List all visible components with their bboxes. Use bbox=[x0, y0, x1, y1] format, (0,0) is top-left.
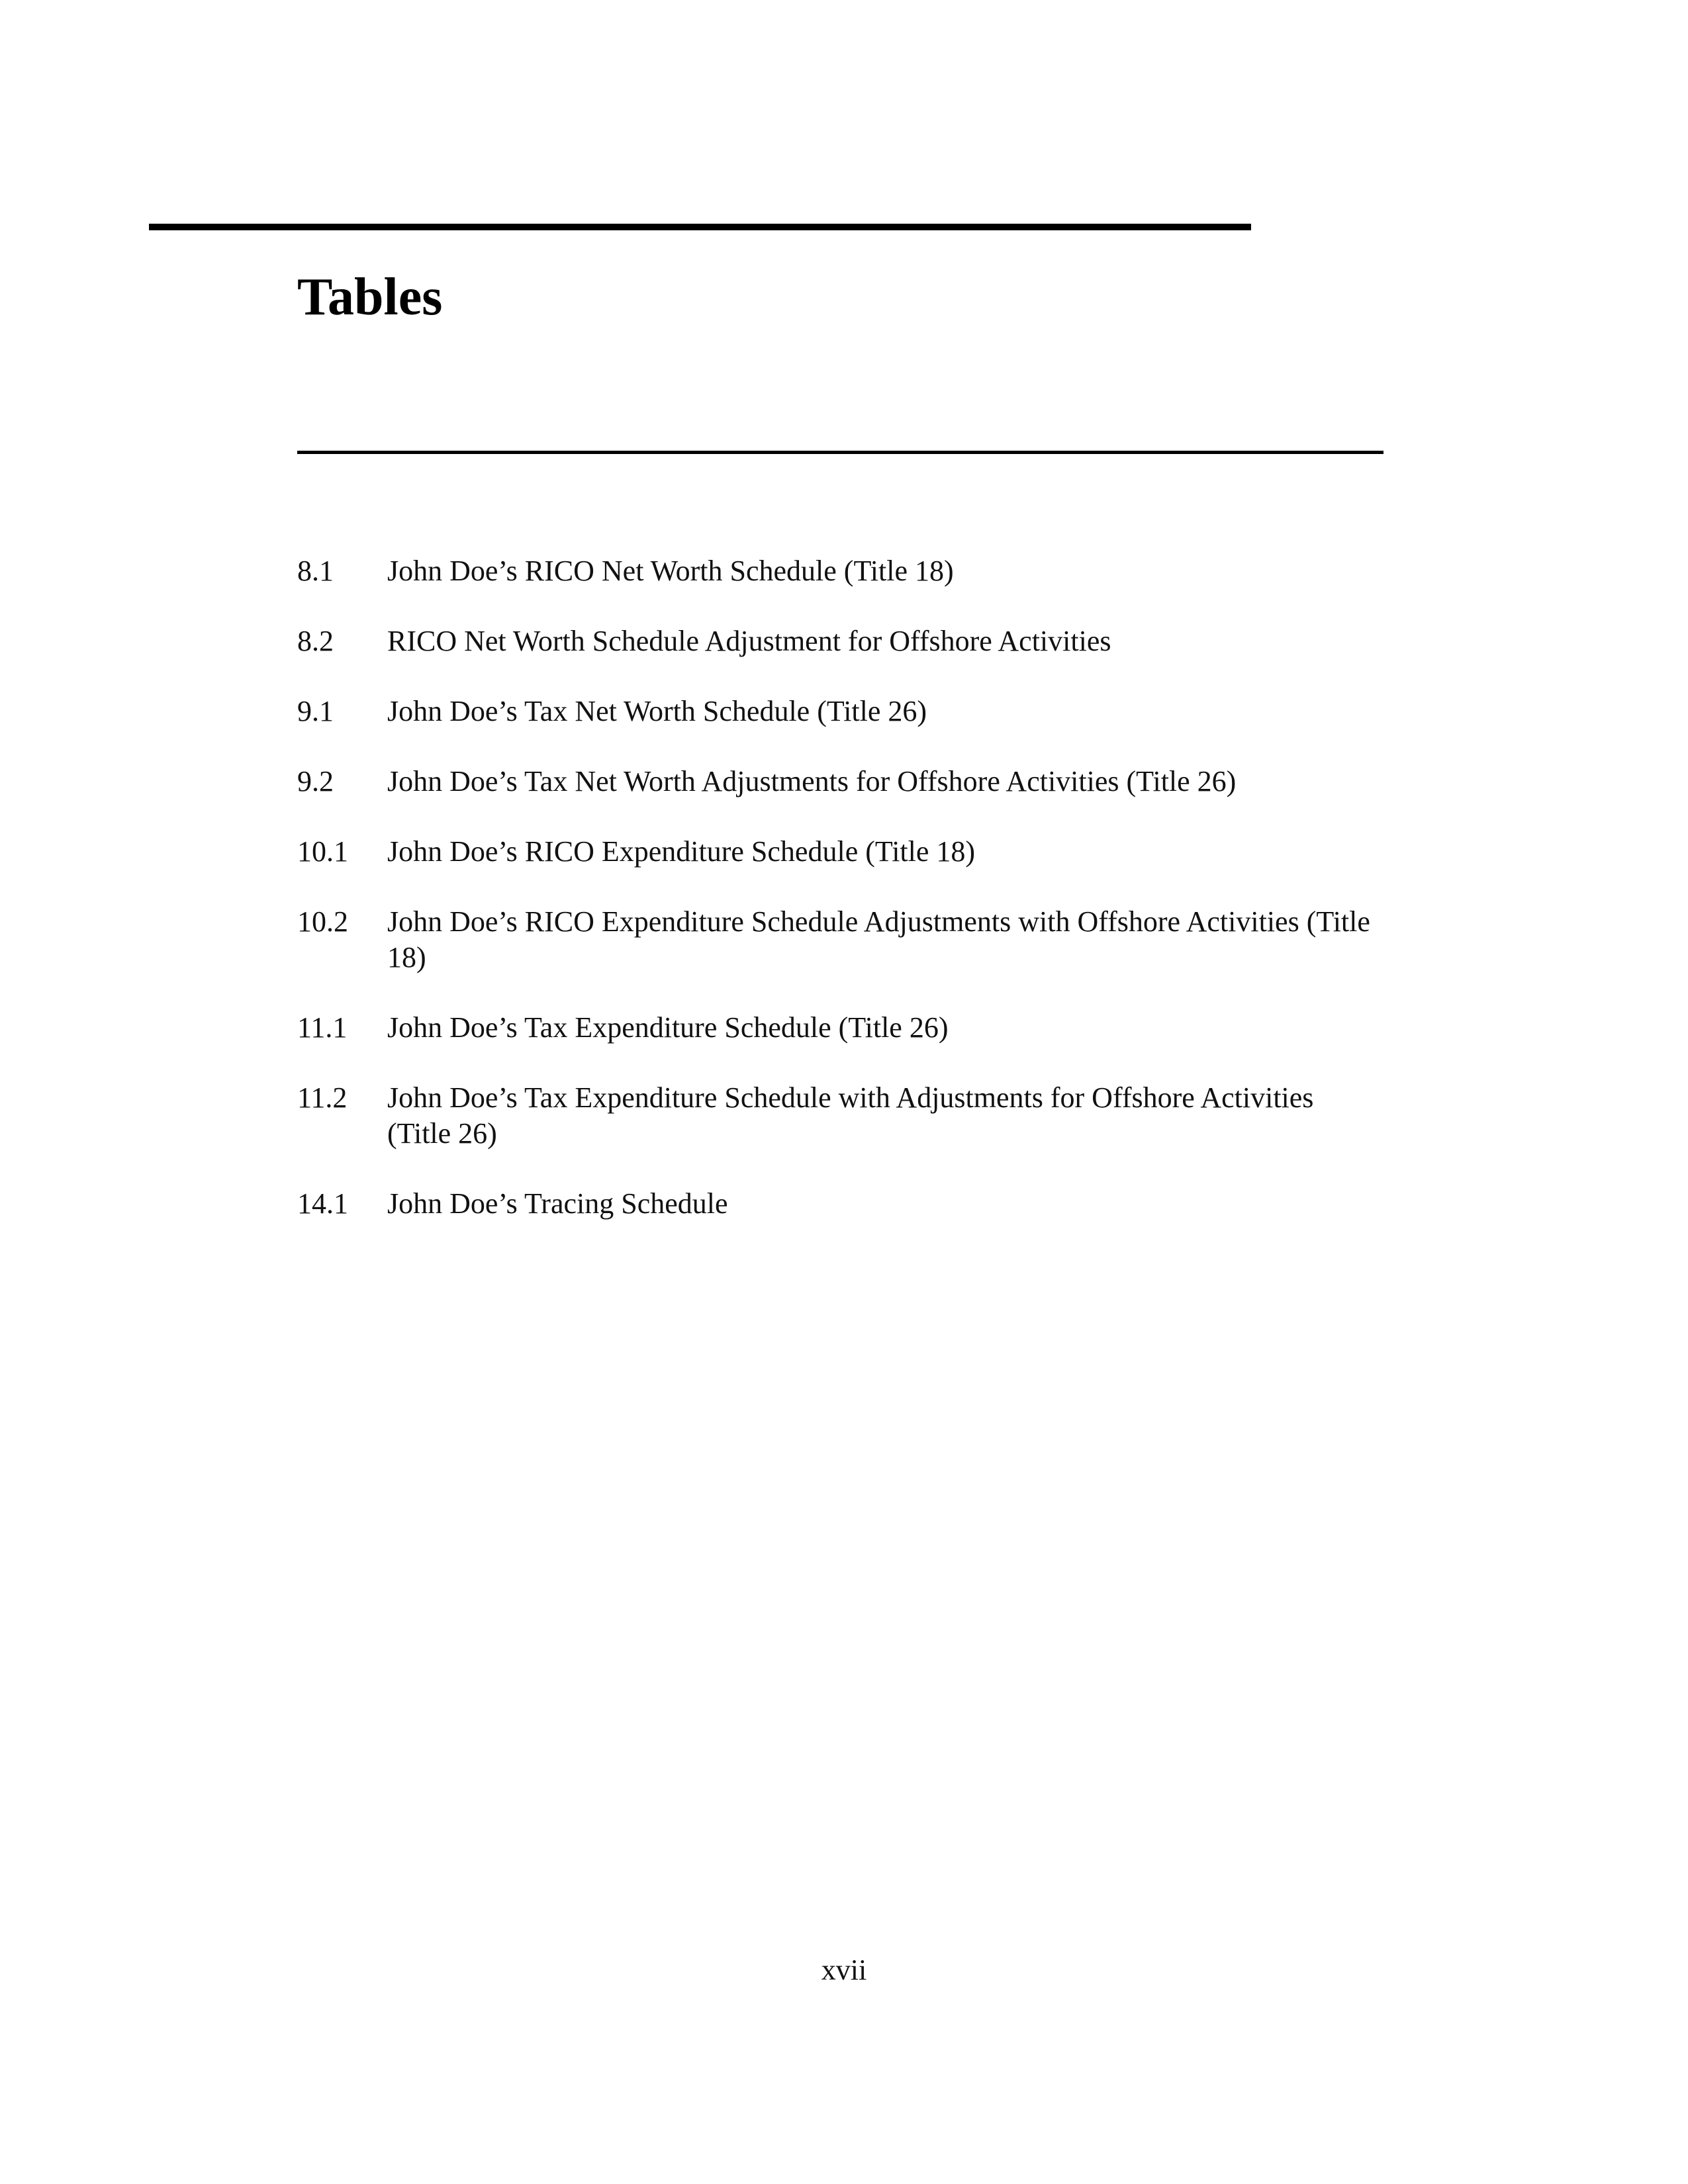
table-number: 10.2 bbox=[297, 905, 348, 938]
table-title: John Doe’s RICO Net Worth Schedule (Title 18) bbox=[387, 555, 954, 587]
table-number: 10.1 bbox=[297, 835, 348, 868]
table-title: John Doe’s RICO Expenditure Schedule (Title 18) bbox=[387, 835, 976, 868]
page-number: xvii bbox=[821, 1954, 867, 1986]
table-entry-9-2 bbox=[297, 764, 1383, 799]
table-entry-9-1 bbox=[297, 694, 1383, 729]
section-rule bbox=[297, 451, 1383, 454]
table-number: 11.2 bbox=[297, 1081, 348, 1114]
table-number: 8.1 bbox=[297, 555, 334, 587]
table-number: 11.1 bbox=[297, 1011, 348, 1044]
table-title: John Doe’s Tax Net Worth Schedule (Title 26) bbox=[387, 695, 927, 727]
table-entry-11-2 bbox=[297, 1080, 1383, 1152]
table-title: John Doe’s Tax Net Worth Adjustments for Offshore Activities (Title 26) bbox=[387, 765, 1237, 797]
page-title: Tables bbox=[297, 268, 443, 326]
table-list bbox=[297, 553, 1383, 1256]
table-title: RICO Net Worth Schedule Adjustment for Offshore Activities bbox=[387, 625, 1111, 657]
table-title: John Doe’s RICO Expenditure Schedule Adjustments with Offshore Activities (Title 18) bbox=[387, 905, 1370, 974]
table-title: John Doe’s Tax Expenditure Schedule with Adjustments for Offshore Activities (Title 26) bbox=[387, 1081, 1314, 1150]
table-number: 9.2 bbox=[297, 765, 334, 797]
table-number: 9.1 bbox=[297, 695, 334, 727]
table-entry-14-1 bbox=[297, 1186, 1383, 1222]
table-title: John Doe’s Tax Expenditure Schedule (Title 26) bbox=[387, 1011, 949, 1044]
table-entry-11-1 bbox=[297, 1010, 1383, 1046]
table-title: John Doe’s Tracing Schedule bbox=[387, 1187, 728, 1220]
table-entry-8-2 bbox=[297, 623, 1383, 659]
table-entry-8-1 bbox=[297, 553, 1383, 589]
table-number: 8.2 bbox=[297, 625, 334, 657]
top-rule bbox=[149, 224, 1251, 230]
table-number: 14.1 bbox=[297, 1187, 348, 1220]
table-entry-10-2 bbox=[297, 904, 1383, 976]
table-entry-10-1 bbox=[297, 834, 1383, 870]
